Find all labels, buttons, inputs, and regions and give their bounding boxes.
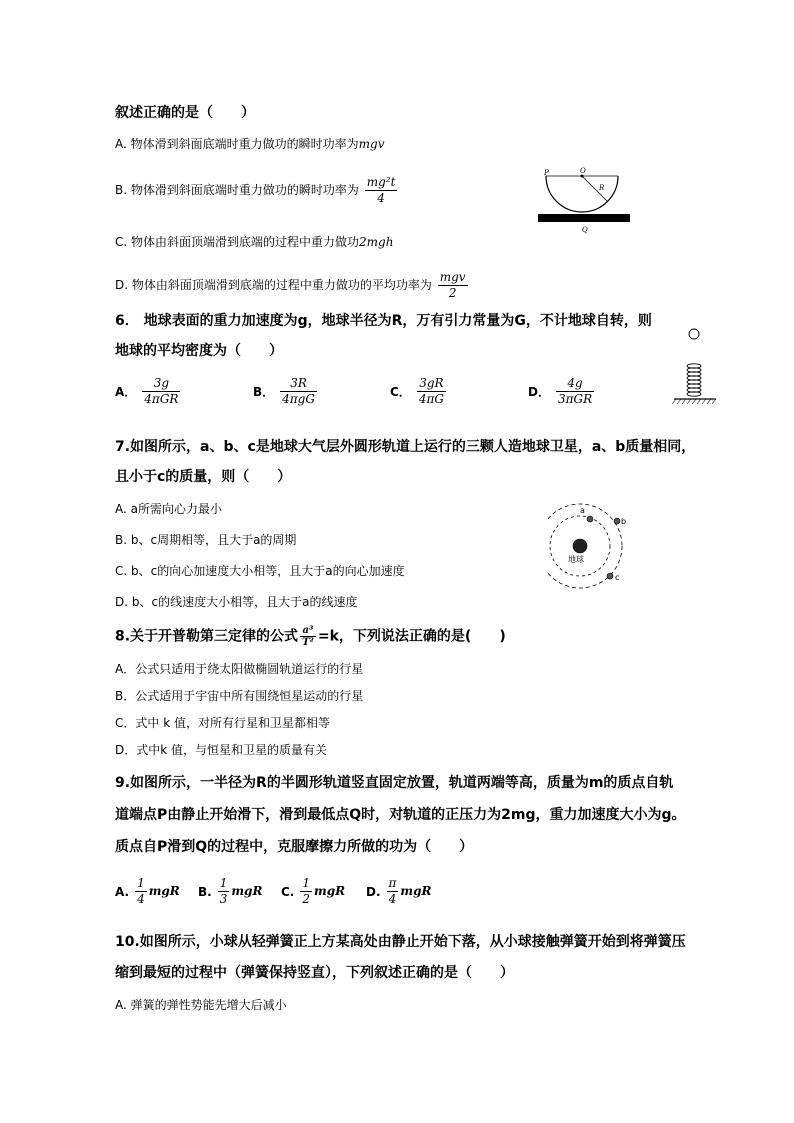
earth-icon <box>573 539 587 553</box>
track-arc <box>546 176 618 212</box>
kepler-formula <box>300 625 316 648</box>
option-tail: mgR <box>148 884 180 898</box>
q9-option-d <box>366 876 431 907</box>
option-fraction <box>387 876 399 907</box>
option-label: C. <box>281 884 295 899</box>
option-fraction <box>365 175 398 206</box>
option-fraction <box>142 376 180 407</box>
fraction-numerator: mg²t <box>366 175 396 189</box>
q8-option-b: B．公式适用于宇宙中所有围绕恒星运动的行星 <box>115 689 364 703</box>
fraction-numerator: 1 <box>219 876 228 890</box>
q9-option-a <box>115 876 180 907</box>
q6-option-a <box>115 376 182 407</box>
q6-line-1: 6． 地球表面的重力加速度为g，地球半径为R，万有引力常量为G，不计地球自转，则 <box>115 313 652 329</box>
label-q: Q <box>582 226 588 234</box>
q8-stem <box>115 625 506 648</box>
semicircle-track-figure <box>532 166 636 238</box>
option-label: C. <box>115 235 128 249</box>
q8-option-c: C．式中 k 值，对所有行星和卫星都相等 <box>115 716 330 730</box>
q9-line-1: 9.如图所示，一半径为R的半圆形轨道竖直固定放置，轨道两端等高，质量为m的质点自轨 <box>115 775 674 791</box>
q8-stem-after: =k，下列说法正确的是( ) <box>317 628 506 645</box>
option-label: B. <box>115 183 128 197</box>
satellite-b-icon <box>614 518 620 524</box>
option-label: B． <box>253 385 275 399</box>
formula-denominator: T² <box>302 637 314 648</box>
option-label: A. <box>115 137 127 151</box>
fraction-numerator: 3gR <box>417 376 446 392</box>
option-text: 物体滑到斜面底端时重力做功的瞬时功率为 <box>130 137 359 151</box>
option-fraction <box>218 876 230 907</box>
ball-icon <box>689 329 699 339</box>
option-label: D. <box>115 278 129 292</box>
fraction-numerator: π <box>388 876 397 890</box>
fraction-denominator: 3 <box>219 892 228 906</box>
q9-option-c <box>281 876 345 907</box>
q5-option-c <box>115 233 393 251</box>
q7-option-b: B. b、c周期相等，且大于a的周期 <box>115 533 297 547</box>
ball-spring-figure <box>668 322 720 408</box>
fraction-denominator: 4πG <box>418 392 444 406</box>
satellite-a-icon <box>587 516 593 522</box>
label-a: a <box>580 506 585 515</box>
q9-option-b <box>198 876 262 907</box>
option-label: A． <box>115 385 137 399</box>
label-p: P <box>544 169 549 177</box>
ground-hatch <box>672 399 716 404</box>
option-math: 2mgh <box>359 235 394 249</box>
option-text: 物体由斜面顶端滑到底端的过程中重力做功的平均功率为 <box>131 278 432 292</box>
label-o: O <box>580 167 586 175</box>
option-label: C． <box>390 385 411 399</box>
formula-numerator: a³ <box>300 625 316 637</box>
earth-label: 地球 <box>568 555 584 564</box>
q8-stem-before: 8.关于开普勒第三定律的公式 <box>115 628 299 645</box>
q8-option-a: A．公式只适用于绕太阳做椭圆轨道运行的行星 <box>115 662 364 676</box>
option-label: D. <box>366 884 381 899</box>
option-fraction <box>438 270 468 301</box>
satellite-orbit-figure <box>548 500 640 592</box>
q6-option-b <box>253 376 319 407</box>
fraction-denominator: 4πgG <box>282 392 315 406</box>
option-tail: mgR <box>400 884 432 898</box>
option-fraction <box>417 376 446 407</box>
fraction-numerator: 3g <box>142 376 180 392</box>
fraction-denominator: 4 <box>377 191 385 205</box>
q10-option-a: A. 弹簧的弹性势能先增大后减小 <box>115 998 287 1012</box>
q7-option-d: D. b、c的线速度大小相等，且大于a的线速度 <box>115 595 358 609</box>
fraction-numerator: 1 <box>302 876 311 890</box>
q10-line-1: 10.如图所示，小球从轻弹簧正上方某高处由静止开始下落，从小球接触弹簧开始到将弹簧压 <box>115 934 686 950</box>
option-tail: mgR <box>314 884 346 898</box>
option-fraction <box>300 876 312 907</box>
option-fraction <box>280 376 317 407</box>
fraction-numerator: 3R <box>280 376 317 392</box>
fraction-denominator: 4 <box>388 892 397 906</box>
q7-line-2: 且小于c的质量，则（ ） <box>115 469 292 485</box>
option-label: B. <box>198 884 212 899</box>
q10-line-2: 缩到最短的过程中（弹簧保持竖直），下列叙述正确的是（ ） <box>115 965 514 981</box>
label-b: b <box>621 517 627 526</box>
option-tail: mgR <box>231 884 263 898</box>
ground-block <box>538 214 630 222</box>
q5-option-d <box>115 270 470 301</box>
q5-stem-tail: 叙述正确的是（ ） <box>115 105 255 121</box>
option-text: 物体滑到斜面底端时重力做功的瞬时功率为 <box>130 183 359 197</box>
spring-icon <box>687 364 701 396</box>
fraction-denominator: 3πGR <box>557 392 593 406</box>
option-fraction <box>556 376 594 407</box>
option-text: 物体由斜面顶端滑到底端的过程中重力做功 <box>131 235 360 249</box>
q7-line-1: 7.如图所示，a、b、c是地球大气层外圆形轨道上运行的三颗人造地球卫星，a、b质量相同， <box>115 439 696 455</box>
fraction-denominator: 4 <box>137 892 145 906</box>
option-label: D． <box>528 385 550 399</box>
q6-option-d <box>528 376 596 407</box>
q7-option-a: A. a所需向心力最小 <box>115 502 222 516</box>
fraction-numerator: mgv <box>439 270 466 284</box>
q5-option-b <box>115 175 399 206</box>
fraction-denominator: 2 <box>448 286 457 300</box>
option-math: mgv <box>358 137 385 151</box>
q5-option-a <box>115 135 385 153</box>
fraction-denominator: 2 <box>302 892 311 906</box>
q6-line-2: 地球的平均密度为（ ） <box>115 343 283 359</box>
fraction-denominator: 4πGR <box>144 392 179 406</box>
fraction-numerator: 1 <box>137 876 145 890</box>
option-label: A. <box>115 884 130 899</box>
q6-option-c <box>390 376 448 407</box>
q7-option-c: C. b、c的向心加速度大小相等，且大于a的向心加速度 <box>115 564 405 578</box>
label-r: R <box>599 184 605 192</box>
satellite-c-icon <box>607 573 613 579</box>
q8-option-d: D．式中k 值，与恒星和卫星的质量有关 <box>115 743 328 757</box>
q9-line-3: 质点自P滑到Q的过程中，克服摩擦力所做的功为（ ） <box>115 839 474 855</box>
option-fraction <box>135 876 147 907</box>
q9-line-2: 道端点P由静止开始滑下，滑到最低点Q时，对轨道的正压力为2mg，重力加速度大小为g。 <box>115 807 686 823</box>
label-c: c <box>615 573 620 582</box>
fraction-numerator: 4g <box>556 376 594 392</box>
